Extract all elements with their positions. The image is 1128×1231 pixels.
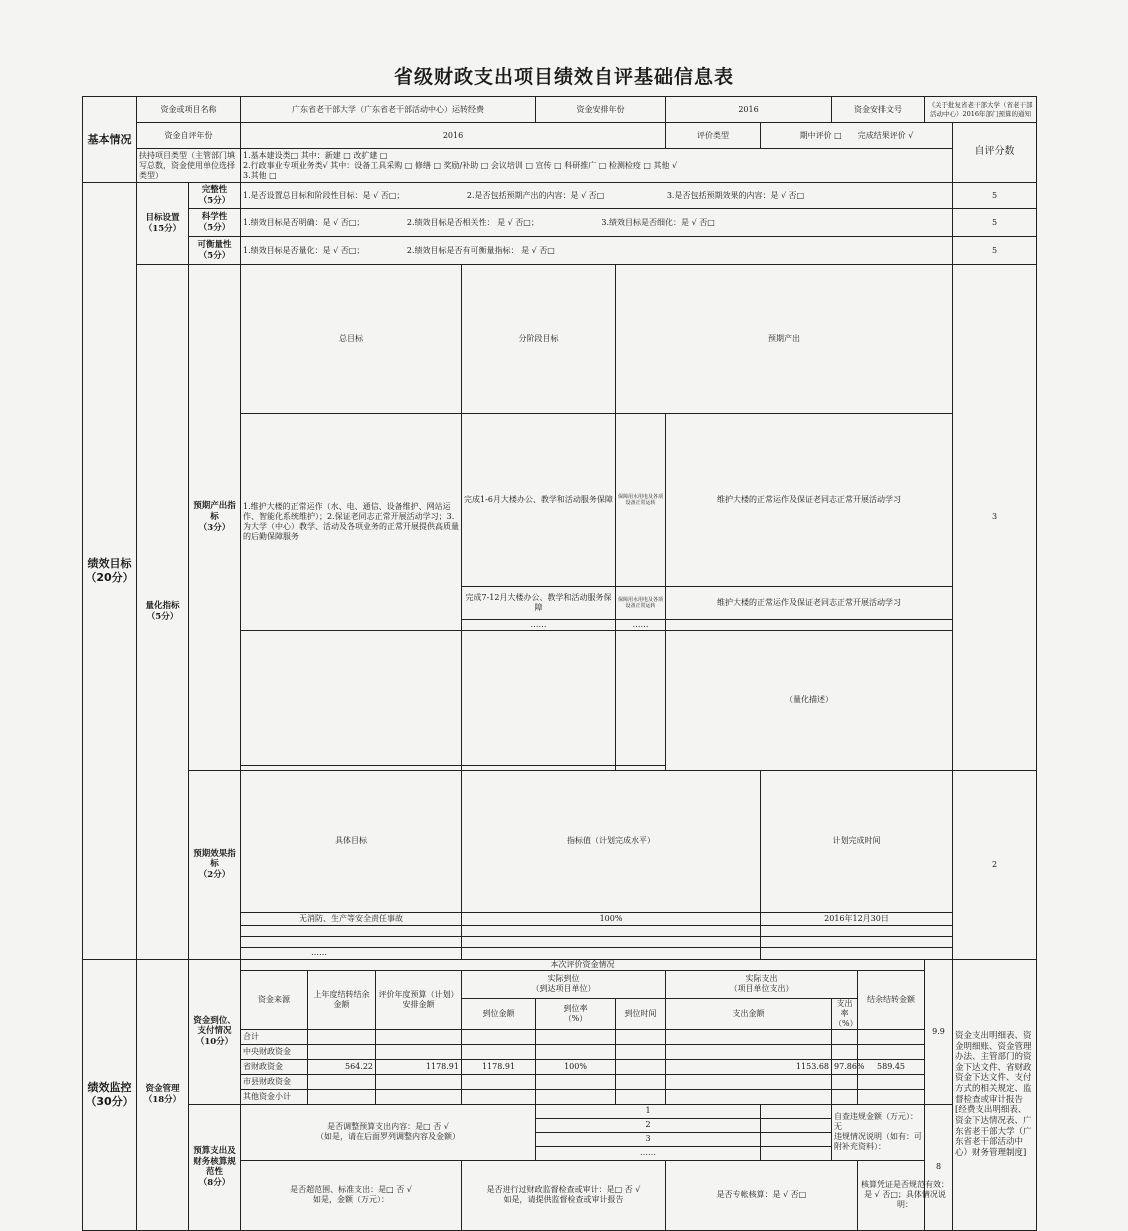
- balance-cell: [858, 1044, 925, 1059]
- stage-goal-1-note: 保障用水用电及各项设备正常运转: [616, 413, 666, 586]
- completeness: 完整性 （5分）: [189, 183, 241, 209]
- arrival-time-cell: [616, 1044, 666, 1059]
- adjust-item-2: 2: [536, 1118, 761, 1132]
- score-effect: 2: [953, 770, 1037, 959]
- overrun-question: 是否超范围、标准支出：是□ 否 √ 如是，金额（万元）：: [241, 1160, 462, 1230]
- stage-output-1: 维护大楼的正常运作及保证老同志正常开展活动学习: [666, 413, 953, 586]
- year: 2016: [666, 97, 832, 123]
- score-measurable: 5: [953, 237, 1037, 265]
- stage-goal-1: 完成1-6月大楼办公、教学和活动服务保障: [462, 413, 616, 586]
- pay-rate-cell: [832, 1044, 858, 1059]
- indicator-1: 100%: [462, 912, 761, 925]
- voucher-question: 核算凭证是否规范有效：是 √ 否□；具体情况说明：: [858, 1160, 953, 1230]
- total-goal-header: 总目标: [241, 265, 462, 414]
- source-cell: 省财政资金: [241, 1059, 308, 1074]
- quant-desc: （量化描述）: [666, 630, 953, 770]
- balance-cell: 589.45: [858, 1059, 925, 1074]
- adjust-item-3: 3: [536, 1132, 761, 1146]
- blank-cell: [462, 936, 761, 947]
- doc-label: 资金安排文号: [832, 97, 925, 123]
- section-performance: 绩效目标 （20分）: [83, 183, 137, 960]
- science-questions: 1.绩效目标是否明确：是 √ 否□； 2.绩效目标是否相关性： 是 √ 否□； 3.绩效目标是否细化：是 √ 否□: [241, 209, 953, 237]
- arrival-amount-cell: [462, 1089, 536, 1104]
- budget-header: 评价年度预算（计划）安排金额: [376, 970, 462, 1029]
- arrival-rate-cell: 100%: [536, 1059, 616, 1074]
- output-indicators: 预期产出指标 （3分）: [189, 265, 241, 771]
- adjust-question: 是否调整预算支出内容：是□ 否 √ （如是，请在后面罗列调整内容及金额）: [241, 1104, 536, 1160]
- blank-cell: [761, 1132, 832, 1146]
- eval-year: 2016: [241, 123, 666, 149]
- carryover-cell: [308, 1074, 376, 1089]
- evidence-monitor: 资金支出明细表、资金明细账、资金管理办法、主管部门的资金下达文件、省财政资金下达文件、支付方式的相关规定、监督检查或审计报告[经费支出明细表、资金下达情况表、广东省老干部大学（广东省老干部活动中心）财务管理制度]: [953, 959, 1037, 1230]
- fund-name-label: 资金或项目名称: [137, 97, 241, 123]
- goal-setting: 目标设置 （15分）: [137, 183, 189, 265]
- project-type-2: 2.行政事业专项业务类√ 其中：设备工具采购 □ 修缮 □ 奖励/补助 □ 会议培训 □ 宣传 □ 科研推广 □ 检测检疫 □ 其他 √: [243, 160, 678, 170]
- budget-cell: 1178.91: [376, 1059, 462, 1074]
- specific-goal-1: 无消防、生产等安全责任事故: [241, 912, 462, 925]
- fund-arrival: 资金到位、支付情况 （10分）: [189, 959, 241, 1104]
- carryover-header: 上年度结转结余金额: [308, 970, 376, 1029]
- budget-cell: [376, 1044, 462, 1059]
- blank-cell: [241, 630, 462, 766]
- pay-amount-cell: [666, 1089, 832, 1104]
- score-science: 5: [953, 209, 1037, 237]
- actual-arrival-header: 实际到位 （到达项目单位）: [462, 970, 666, 998]
- pay-rate-header: 支出率 （%）: [832, 998, 858, 1029]
- blank-cell: [761, 1104, 832, 1118]
- arrival-time-cell: [616, 1029, 666, 1044]
- project-type-1: 1.基本建设类□ 其中：新建 □ 改扩建 □: [243, 150, 388, 160]
- project-type-label: 扶持项目类型（主管部门填写总数，资金使用单位选择类型）: [137, 149, 241, 183]
- arrival-amount-cell: [462, 1074, 536, 1089]
- pay-rate-cell: 97.86%: [832, 1059, 858, 1074]
- expected-output-header: 预期产出: [616, 265, 953, 414]
- blank-cell: [761, 947, 953, 959]
- effect-indicators: 预期效果指标 （2分）: [189, 770, 241, 959]
- blank-cell: [761, 936, 953, 947]
- blank-cell: [761, 925, 953, 936]
- score-compliance: 8: [925, 1104, 953, 1230]
- project-type-options: [241, 149, 953, 183]
- self-check: 自查违规金额（万元）：无 违规情况说明（如有：可附补充资料）：: [832, 1104, 925, 1160]
- page-title: 省级财政支出项目绩效自评基础信息表: [393, 66, 734, 88]
- arrival-amount-cell: [462, 1044, 536, 1059]
- special-account-question: 是否专帐核算：是 √ 否□: [666, 1160, 858, 1230]
- audit-question: 是否进行过财政监督检查或审计：是□ 否 √ 如是，请提供监督检查或审计报告: [462, 1160, 666, 1230]
- stage-goal-header: 分阶段目标: [462, 265, 616, 414]
- blank-cell: [761, 1146, 832, 1160]
- stage-goal-more: ……: [462, 619, 616, 630]
- blank-cell: [462, 925, 761, 936]
- pay-rate-cell: [832, 1029, 858, 1044]
- arrival-rate-cell: [536, 1089, 616, 1104]
- arrival-amount-cell: [462, 1029, 536, 1044]
- stage-goal-2-note: 保障用水用电及各项设备正常运转: [616, 586, 666, 619]
- evaluation-form: [82, 96, 1037, 1231]
- arrival-time-header: 到位时间: [616, 998, 666, 1029]
- stage-goal-2: 完成7-12月大楼办公、教学和活动服务保障: [462, 586, 616, 619]
- carryover-cell: [308, 1044, 376, 1059]
- arrival-rate-cell: [536, 1074, 616, 1089]
- score-header: 自评分数: [953, 123, 1037, 183]
- science: 科学性 （5分）: [189, 209, 241, 237]
- blank-cell: [241, 925, 462, 936]
- adjust-item-1: 1: [536, 1104, 761, 1118]
- eval-year-label: 资金自评年份: [137, 123, 241, 149]
- budget-cell: [376, 1089, 462, 1104]
- fund-name: 广东省老干部大学（广东省老干部活动中心）运转经费: [241, 97, 536, 123]
- arrival-rate-header: 到位率 （%）: [536, 998, 616, 1029]
- section-monitor: 绩效监控 （30分）: [83, 959, 137, 1230]
- section-basic: 基本情况: [83, 97, 137, 183]
- arrival-time-cell: [616, 1089, 666, 1104]
- adjust-item-more: ……: [536, 1146, 761, 1160]
- pay-amount-cell: [666, 1074, 832, 1089]
- pay-amount-cell: [666, 1044, 832, 1059]
- arrival-time-cell: [616, 1059, 666, 1074]
- blank-cell: [462, 630, 616, 766]
- source-cell: 中央财政资金: [241, 1044, 308, 1059]
- specific-goal-header: 具体目标: [241, 770, 462, 912]
- balance-header: 结余结转金额: [858, 970, 925, 1029]
- specific-goal-more: ……: [241, 947, 462, 959]
- stage-output-more: [666, 619, 953, 630]
- carryover-cell: [308, 1089, 376, 1104]
- balance-cell: [858, 1074, 925, 1089]
- actual-pay-header: 实际支出 （项目单位支出）: [666, 970, 858, 998]
- balance-cell: [858, 1029, 925, 1044]
- measurable-questions: 1.绩效目标是否量化：是 √ 否□； 2.绩效目标是否有可衡量指标： 是 √ 否□: [241, 237, 953, 265]
- project-type-3: 3.其他 □: [243, 170, 277, 180]
- completeness-questions: 1.是否设置总目标和阶段性目标：是 √ 否□； 2.是否包括预期产出的内容：是 √ 否□ 3.是否包括预期效果的内容：是 √ 否□: [241, 183, 953, 209]
- pay-amount-cell: 1153.68: [666, 1059, 832, 1074]
- source-cell: 市县财政资金: [241, 1074, 308, 1089]
- year-label: 资金安排年份: [536, 97, 666, 123]
- pay-amount-header: 支出金额: [666, 998, 832, 1029]
- score-output: 3: [953, 265, 1037, 771]
- budget-cell: [376, 1029, 462, 1044]
- pay-rate-cell: [832, 1074, 858, 1089]
- eval-type: 期中评价 □ 完成结果评价 √: [761, 123, 953, 149]
- indicator-header: 指标值（计划完成水平）: [462, 770, 761, 912]
- quant-indicators: 量化指标 （5分）: [137, 265, 189, 960]
- arrival-amount-cell: 1178.91: [462, 1059, 536, 1074]
- budget-cell: [376, 1074, 462, 1089]
- eval-fund-header: 本次评价资金情况: [241, 959, 925, 970]
- source-cell: 其他资金小计: [241, 1089, 308, 1104]
- arrival-rate-cell: [536, 1044, 616, 1059]
- pay-rate-cell: [832, 1089, 858, 1104]
- plan-time-header: 计划完成时间: [761, 770, 953, 912]
- stage-output-2: 维护大楼的正常运作及保证老同志正常开展活动学习: [666, 586, 953, 619]
- score-arrival: 9.9: [925, 959, 953, 1104]
- carryover-cell: 564.22: [308, 1059, 376, 1074]
- source-cell: 合计: [241, 1029, 308, 1044]
- arrival-amount-header: 到位金额: [462, 998, 536, 1029]
- arrival-rate-cell: [536, 1029, 616, 1044]
- carryover-cell: [308, 1029, 376, 1044]
- source-header: 资金来源: [241, 970, 308, 1029]
- blank-cell: [616, 630, 666, 766]
- doc-number: 《关于批复省老干部大学（省老干部活动中心）2016年部门预算的通知: [925, 97, 1037, 123]
- plan-time-1: 2016年12月30日: [761, 912, 953, 925]
- arrival-time-cell: [616, 1074, 666, 1089]
- budget-compliance: 预算支出及财务核算规范性 （8分）: [189, 1104, 241, 1230]
- score-completeness: 5: [953, 183, 1037, 209]
- total-goal: 1.维护大楼的正常运作（水、电、通信、设备维护、网站运作、智能化系统维护）；2.保证老同志正常开展活动学习；3.为大学（中心）教学、活动及各项业务的正常开展提供高质量的后勤保障服务: [241, 413, 462, 630]
- blank-cell: [241, 936, 462, 947]
- balance-cell: [858, 1089, 925, 1104]
- measurable: 可衡量性 （5分）: [189, 237, 241, 265]
- pay-amount-cell: [666, 1029, 832, 1044]
- fund-management: 资金管理 （18分）: [137, 959, 189, 1230]
- blank-cell: [462, 947, 761, 959]
- stage-note-more: ……: [616, 619, 666, 630]
- blank-cell: [761, 1118, 832, 1132]
- eval-type-label: 评价类型: [666, 123, 761, 149]
